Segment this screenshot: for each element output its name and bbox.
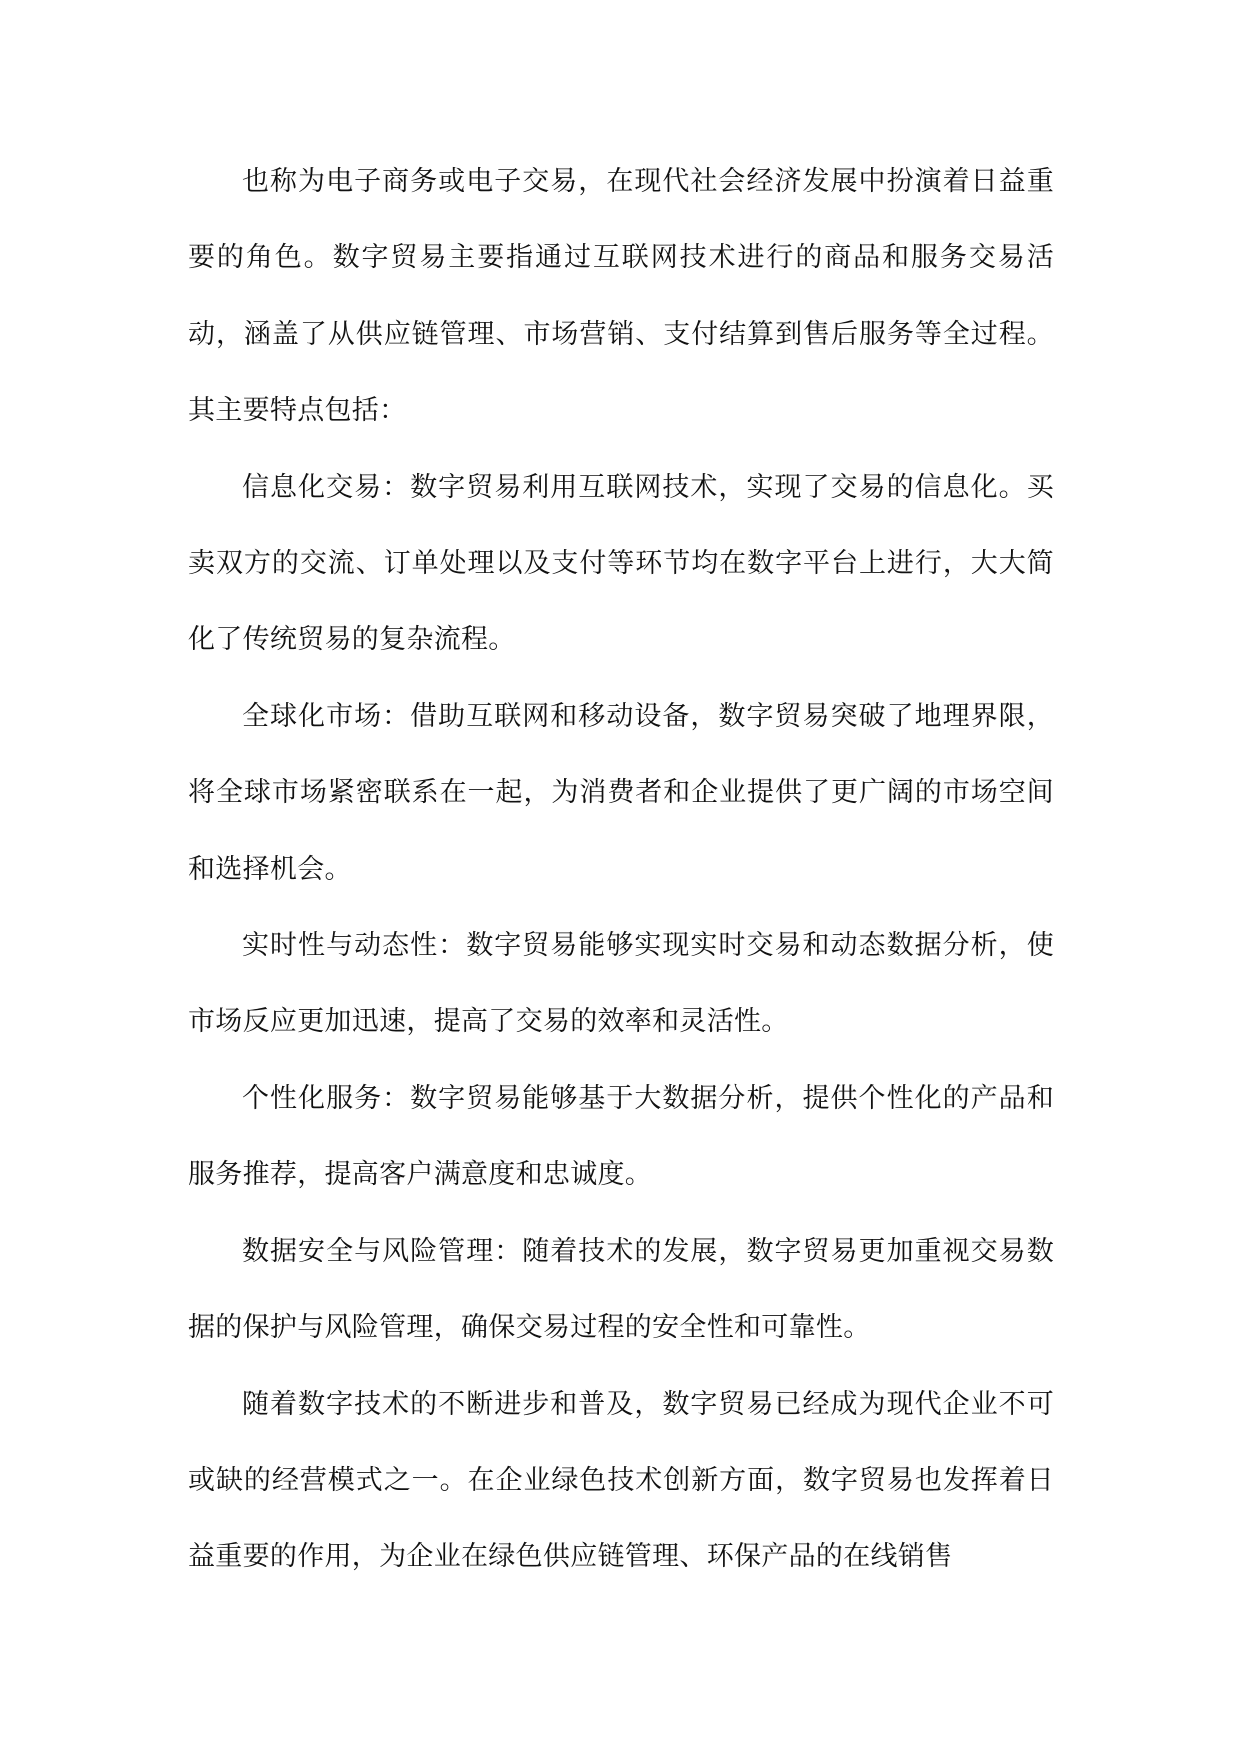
paragraph-intro: 也称为电子商务或电子交易，在现代社会经济发展中扮演着日益重要的角色。数字贸易主要指通过互联网技术进行的商品和服务交易活动，涵盖了从供应链管理、市场营销、支付结算到售后服务等全过程。其主要特点包括： bbox=[188, 166, 1054, 427]
paragraph-personalized-service: 个性化服务：数字贸易能够基于大数据分析，提供个性化的产品和服务推荐，提高客户满意度和忠诚度。 bbox=[188, 1082, 1054, 1191]
paragraph-informatized-trade: 信息化交易：数字贸易利用互联网技术，实现了交易的信息化。买卖双方的交流、订单处理以及支付等环节均在数字平台上进行，大大简化了传统贸易的复杂流程。 bbox=[188, 471, 1054, 656]
paragraph-global-market: 全球化市场：借助互联网和移动设备，数字贸易突破了地理界限，将全球市场紧密联系在一起，为消费者和企业提供了更广阔的市场空间和选择机会。 bbox=[188, 700, 1054, 885]
paragraph-data-security: 数据安全与风险管理：随着技术的发展，数字贸易更加重视交易数据的保护与风险管理，确保交易过程的安全性和可靠性。 bbox=[188, 1235, 1054, 1344]
paragraph-real-time: 实时性与动态性：数字贸易能够实现实时交易和动态数据分析，使市场反应更加迅速，提高了交易的效率和灵活性。 bbox=[188, 930, 1054, 1038]
body-text bbox=[188, 144, 1054, 1596]
paragraph-conclusion: 随着数字技术的不断进步和普及，数字贸易已经成为现代企业不可或缺的经营模式之一。在企业绿色技术创新方面，数字贸易也发挥着日益重要的作用，为企业在绿色供应链管理、环保产品的在线销售 bbox=[188, 1388, 1054, 1573]
